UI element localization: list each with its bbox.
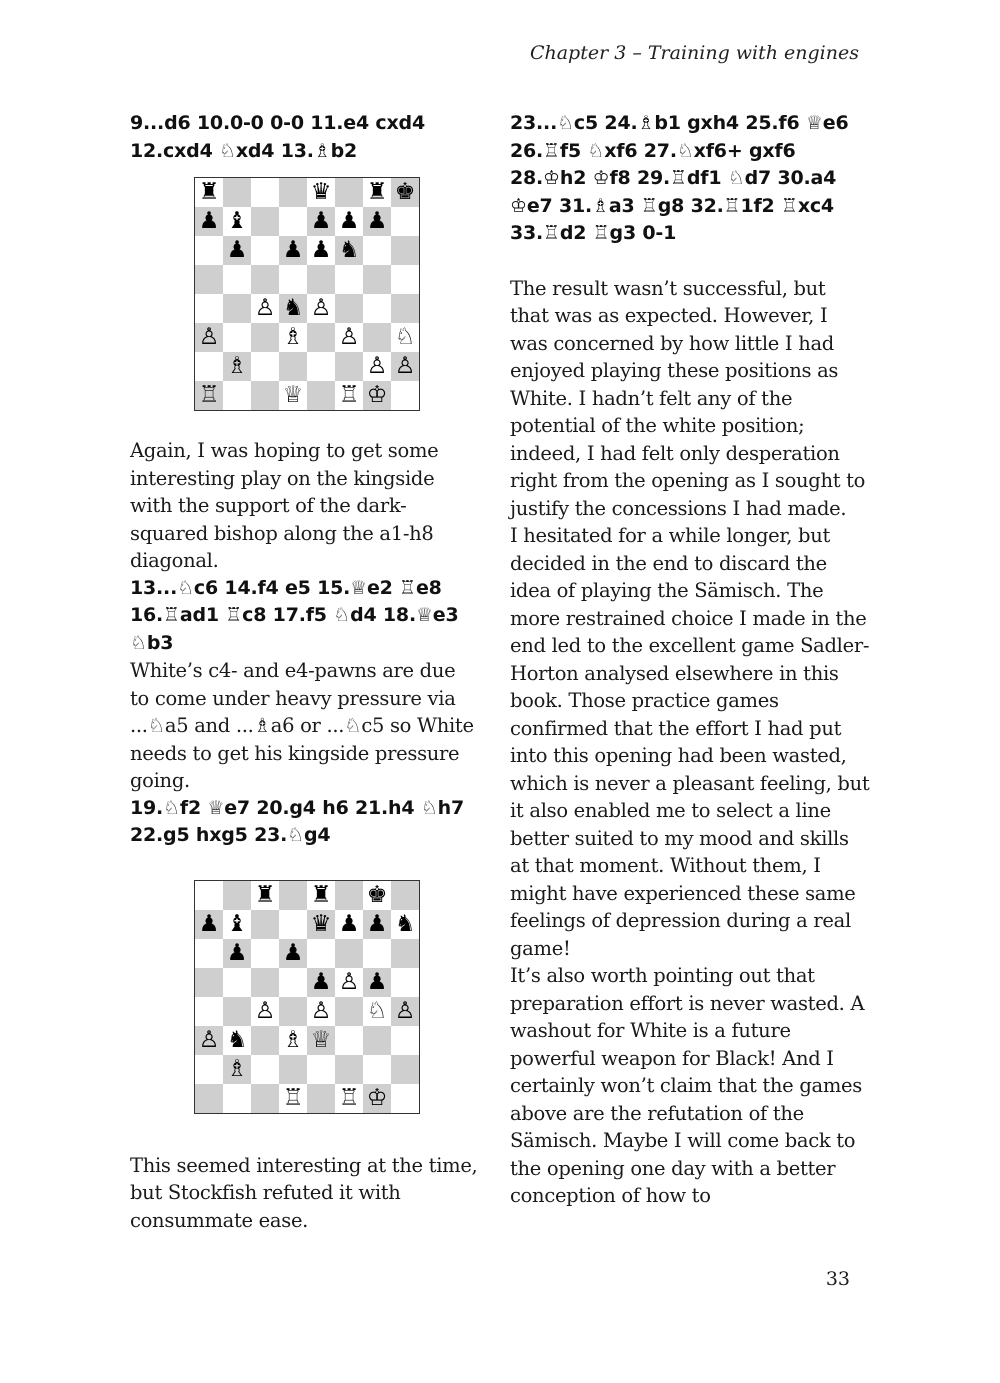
board-square xyxy=(251,1026,279,1055)
board-square xyxy=(251,1055,279,1084)
chess-piece: ♟ xyxy=(363,968,391,997)
chess-piece: ♟ xyxy=(363,910,391,939)
board-square xyxy=(195,352,223,381)
board-square xyxy=(335,1055,363,1084)
running-header: Chapter 3 – Training with engines xyxy=(529,42,859,64)
right-column xyxy=(510,110,870,1210)
chess-piece: ♞ xyxy=(391,910,419,939)
chess-piece: ♟ xyxy=(335,910,363,939)
board-square xyxy=(195,1084,223,1113)
chess-piece: ♟ xyxy=(335,207,363,236)
board-square xyxy=(391,1084,419,1113)
chess-piece: ♙ xyxy=(335,323,363,352)
board-square xyxy=(195,939,223,968)
board-square xyxy=(251,1084,279,1113)
chess-piece: ♙ xyxy=(195,1026,223,1055)
paragraph: The result wasn’t successful, but that was as expected. However, I was concerned by how little I had enjoyed playing these positions as White. I hadn’t felt any of the potential of the white position; indeed, I had felt only desperation right from the opening as I sought to justify the concessions I had made. xyxy=(510,276,866,520)
board-square xyxy=(335,265,363,294)
board-square xyxy=(195,968,223,997)
chess-piece: ♙ xyxy=(307,294,335,323)
chess-piece: ♗ xyxy=(223,352,251,381)
board-square xyxy=(335,939,363,968)
board-square xyxy=(391,881,419,910)
chess-piece: ♟ xyxy=(195,910,223,939)
chess-piece: ♙ xyxy=(251,997,279,1026)
chess-piece: ♝ xyxy=(223,207,251,236)
board-square xyxy=(363,323,391,352)
board-square xyxy=(195,265,223,294)
board-square xyxy=(279,207,307,236)
chess-diagram-1 xyxy=(194,177,420,411)
chess-piece: ♔ xyxy=(363,1084,391,1113)
board-square xyxy=(363,236,391,265)
board-square xyxy=(335,997,363,1026)
board-square xyxy=(223,968,251,997)
board-square xyxy=(251,910,279,939)
board-square xyxy=(335,1026,363,1055)
board-square xyxy=(251,352,279,381)
chess-piece: ♚ xyxy=(391,178,419,207)
chess-piece: ♗ xyxy=(223,1055,251,1084)
board-square xyxy=(391,207,419,236)
board-square xyxy=(363,1026,391,1055)
chess-piece: ♞ xyxy=(335,236,363,265)
chess-piece: ♟ xyxy=(223,236,251,265)
board-square xyxy=(335,352,363,381)
chess-piece: ♚ xyxy=(363,881,391,910)
board-square xyxy=(391,1026,419,1055)
board-square xyxy=(251,178,279,207)
board-square xyxy=(307,1055,335,1084)
chess-piece: ♜ xyxy=(195,178,223,207)
board-square xyxy=(279,178,307,207)
board-square xyxy=(223,265,251,294)
chess-piece: ♗ xyxy=(279,323,307,352)
board-square xyxy=(195,236,223,265)
board-square xyxy=(335,881,363,910)
board-square xyxy=(223,323,251,352)
board-square xyxy=(251,236,279,265)
chess-piece: ♙ xyxy=(391,997,419,1026)
board-square xyxy=(391,968,419,997)
board-square xyxy=(251,265,279,294)
moves-line: 23...♘c5 24.♗b1 gxh4 25.f6 ♕e6 26.♖f5 ♘xf6 27.♘xf6+ gxf6 28.♔h2 ♔f8 29.♖df1 ♘d7 30.a4 ♔e7 31.♗a3 ♖g8 32.♖1f2 ♖xc4 33.♖d2 ♖g3 0-1 xyxy=(510,112,849,244)
board-square xyxy=(195,1055,223,1084)
chess-piece: ♙ xyxy=(335,968,363,997)
board-square xyxy=(391,939,419,968)
chess-piece: ♞ xyxy=(223,1026,251,1055)
paragraph: I hesitated for a while longer, but decided in the end to discard the idea of playing the Sämisch. The more restrained choice I made in the end led to the excellent game Sadler-Horton analysed elsewhere in this book. Those practice games confirmed that the effort I had put into this opening had been wasted, which is never a pleasant feeling, but it also enabled me to select a line better suited to my mood and skills at that moment. Without them, I might have experienced these same feelings of depression during a real game! xyxy=(510,524,870,960)
chess-piece: ♟ xyxy=(279,939,307,968)
chess-piece: ♙ xyxy=(363,352,391,381)
board-square xyxy=(307,381,335,410)
board-square xyxy=(363,294,391,323)
page-number: 33 xyxy=(825,1268,850,1290)
chess-piece: ♘ xyxy=(363,997,391,1026)
board-square xyxy=(279,1055,307,1084)
chess-piece: ♕ xyxy=(307,1026,335,1055)
chess-piece: ♙ xyxy=(251,294,279,323)
chess-piece: ♙ xyxy=(195,323,223,352)
chess-piece: ♞ xyxy=(279,294,307,323)
board-square xyxy=(391,294,419,323)
board-square xyxy=(279,910,307,939)
chess-piece: ♙ xyxy=(307,997,335,1026)
paragraph: Again, I was hoping to get some interesting play on the kingside with the support of the dark-squared bishop along the a1-h8 diagonal. xyxy=(130,439,439,572)
board-square xyxy=(391,265,419,294)
paragraph: This seemed interesting at the time, but Stockfish refuted it with consummate ease. xyxy=(130,1153,478,1232)
board-square xyxy=(251,968,279,997)
board-square xyxy=(223,294,251,323)
chess-piece: ♟ xyxy=(307,207,335,236)
moves-line: 13...♘c6 14.f4 e5 15.♕e2 ♖e8 16.♖ad1 ♖c8 17.f5 ♘d4 18.♕e3 ♘b3 xyxy=(130,576,459,654)
chess-piece: ♟ xyxy=(279,236,307,265)
chess-piece: ♖ xyxy=(335,1084,363,1113)
board-square xyxy=(307,352,335,381)
chess-piece: ♙ xyxy=(391,352,419,381)
chess-piece: ♕ xyxy=(279,381,307,410)
chess-piece: ♟ xyxy=(307,236,335,265)
board-square xyxy=(279,265,307,294)
board-square xyxy=(279,352,307,381)
board-square xyxy=(223,881,251,910)
board-square xyxy=(391,236,419,265)
board-square xyxy=(251,207,279,236)
chess-piece: ♘ xyxy=(391,323,419,352)
chess-piece: ♟ xyxy=(307,968,335,997)
board-square xyxy=(195,294,223,323)
chess-piece: ♔ xyxy=(363,381,391,410)
chess-piece: ♛ xyxy=(307,178,335,207)
board-square xyxy=(307,323,335,352)
board-square xyxy=(279,968,307,997)
chess-piece: ♟ xyxy=(223,939,251,968)
chess-piece: ♝ xyxy=(223,910,251,939)
board-square xyxy=(279,881,307,910)
board-square xyxy=(335,178,363,207)
chess-diagram-2 xyxy=(194,880,420,1114)
moves-line: 9...d6 10.0-0 0-0 11.e4 cxd4 12.cxd4 ♘xd4 13.♗b2 xyxy=(130,112,425,162)
board-square xyxy=(391,381,419,410)
paragraph: White’s c4- and e4-pawns are due to come under heavy pressure via ...♘a5 and ...♗a6 or ...♘c5 so White needs to get his kingside pressure going. xyxy=(130,659,474,792)
chess-piece: ♟ xyxy=(195,207,223,236)
board-square xyxy=(223,178,251,207)
board-square xyxy=(223,997,251,1026)
board-square xyxy=(195,997,223,1026)
board-square xyxy=(251,323,279,352)
chess-piece: ♜ xyxy=(363,178,391,207)
board-square xyxy=(307,265,335,294)
board-square xyxy=(307,939,335,968)
chess-piece: ♖ xyxy=(279,1084,307,1113)
board-square xyxy=(307,1084,335,1113)
board-square xyxy=(363,265,391,294)
board-square xyxy=(251,381,279,410)
board-square xyxy=(195,881,223,910)
chess-piece: ♗ xyxy=(279,1026,307,1055)
chess-piece: ♖ xyxy=(195,381,223,410)
board-square xyxy=(363,1055,391,1084)
board-square xyxy=(223,381,251,410)
chess-piece: ♛ xyxy=(307,910,335,939)
left-column xyxy=(130,110,480,1234)
chess-piece: ♜ xyxy=(251,881,279,910)
chess-piece: ♜ xyxy=(307,881,335,910)
chess-piece: ♟ xyxy=(363,207,391,236)
board-square xyxy=(363,939,391,968)
board-square xyxy=(335,294,363,323)
moves-line: 19.♘f2 ♕e7 20.g4 h6 21.h4 ♘h7 22.g5 hxg5 23.♘g4 xyxy=(130,796,465,846)
board-square xyxy=(279,997,307,1026)
paragraph: It’s also worth pointing out that preparation effort is never wasted. A washout for White is a future powerful weapon for Black! And I certainly won’t claim that the games above are the refutation of the Sämisch. Maybe I will come back to the opening one day with a better conception of how to xyxy=(510,964,865,1207)
board-square xyxy=(251,939,279,968)
board-square xyxy=(223,1084,251,1113)
board-square xyxy=(391,1055,419,1084)
chess-piece: ♖ xyxy=(335,381,363,410)
